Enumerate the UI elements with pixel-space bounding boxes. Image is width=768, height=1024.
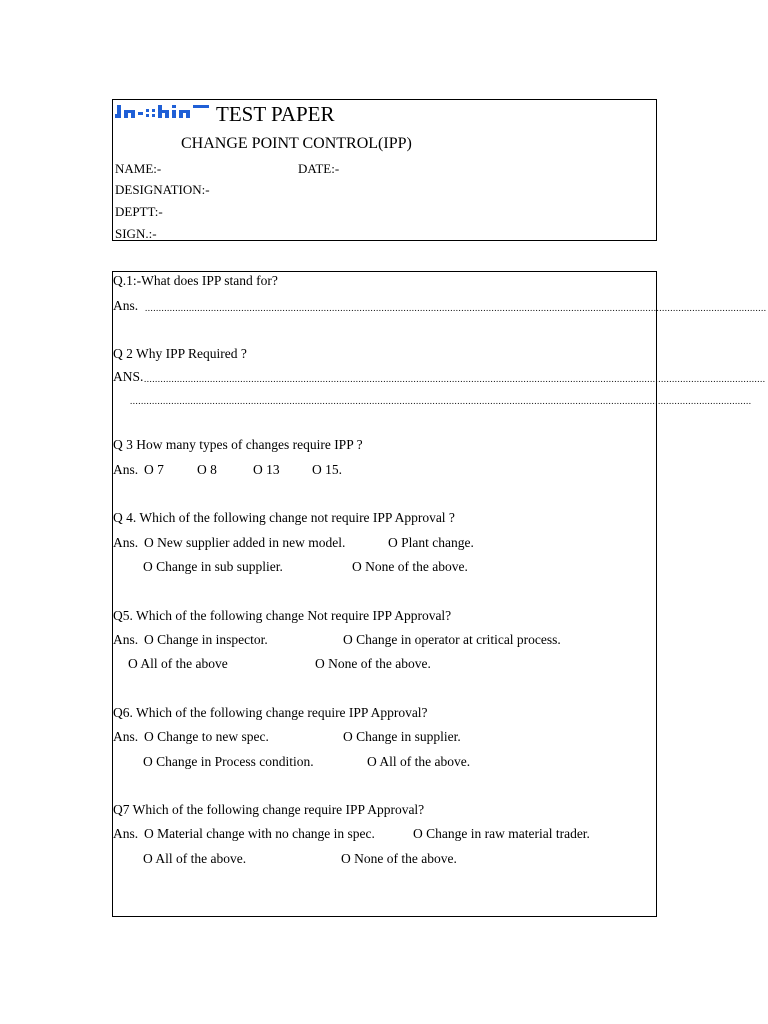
deptt-field-label: DEPTT:- (115, 204, 163, 219)
question-5-option-d[interactable]: O None of the above. (315, 656, 431, 671)
question-4-ans-label: Ans. (113, 535, 139, 550)
question-5-text: Q5. Which of the following change Not require IPP Approval? (113, 608, 452, 623)
question-7-option-d[interactable]: O None of the above. (341, 851, 457, 866)
question-4-option-c[interactable]: O Change in sub supplier. (143, 559, 283, 574)
question-3-option-b[interactable]: O 8 (197, 462, 217, 477)
question-3-option-a[interactable]: O 7 (144, 462, 164, 477)
question-7-text: Q7 Which of the following change require IPP Approval? (113, 802, 425, 817)
question-6-option-c[interactable]: O Change in Process condition. (143, 754, 314, 769)
question-3-option-c[interactable]: O 13 (253, 462, 280, 477)
sign-field-label: SIGN.:- (115, 226, 157, 241)
name-field-label: NAME:- (115, 161, 162, 176)
question-5-option-a[interactable]: O Change in inspector. (144, 632, 268, 647)
answer-line: .................................................................................................................................................................................................................................. (130, 396, 752, 406)
question-6-option-a[interactable]: O Change to new spec. (144, 729, 269, 744)
answer-line: .................................................................................................................................................................................................................................. (145, 303, 767, 313)
question-5-option-b[interactable]: O Change in operator at critical process. (343, 632, 561, 647)
question-7-option-c[interactable]: O All of the above. (143, 851, 247, 866)
question-4-option-d[interactable]: O None of the above. (352, 559, 468, 574)
question-4-text: Q 4. Which of the following change not require IPP Approval ? (113, 510, 455, 525)
question-4-option-a[interactable]: O New supplier added in new model. (144, 535, 346, 550)
question-2-text: Q 2 Why IPP Required ? (113, 346, 247, 361)
date-field-label: DATE:- (298, 161, 340, 176)
page-title: TEST PAPER (216, 102, 335, 126)
question-5-ans-label: Ans. (113, 632, 139, 647)
question-1-ans-label: Ans. (113, 298, 139, 313)
designation-field-label: DESIGNATION:- (115, 182, 210, 197)
question-5-option-c[interactable]: O All of the above (128, 656, 228, 671)
question-2-ans-label: ANS. (113, 369, 144, 384)
question-1-text: Q.1:-What does IPP stand for? (113, 273, 278, 288)
answer-line: .................................................................................................................................................................................................................................. (144, 374, 766, 384)
question-3-option-d[interactable]: O 15. (312, 462, 342, 477)
question-3-text: Q 3 How many types of changes require IPP ? (113, 437, 363, 452)
question-box (112, 271, 767, 917)
question-7-ans-label: Ans. (113, 826, 139, 841)
page-subtitle: CHANGE POINT CONTROL(IPP) (181, 135, 412, 152)
question-4-option-b[interactable]: O Plant change. (388, 535, 474, 550)
question-6-ans-label: Ans. (113, 729, 139, 744)
question-3-ans-label: Ans. (113, 462, 139, 477)
question-6-option-b[interactable]: O Change in supplier. (343, 729, 461, 744)
question-6-option-d[interactable]: O All of the above. (367, 754, 471, 769)
question-6-text: Q6. Which of the following change require IPP Approval? (113, 705, 428, 720)
question-7-option-b[interactable]: O Change in raw material trader. (413, 826, 590, 841)
question-7-option-a[interactable]: O Material change with no change in spec. (144, 826, 375, 841)
company-logo (115, 103, 211, 121)
